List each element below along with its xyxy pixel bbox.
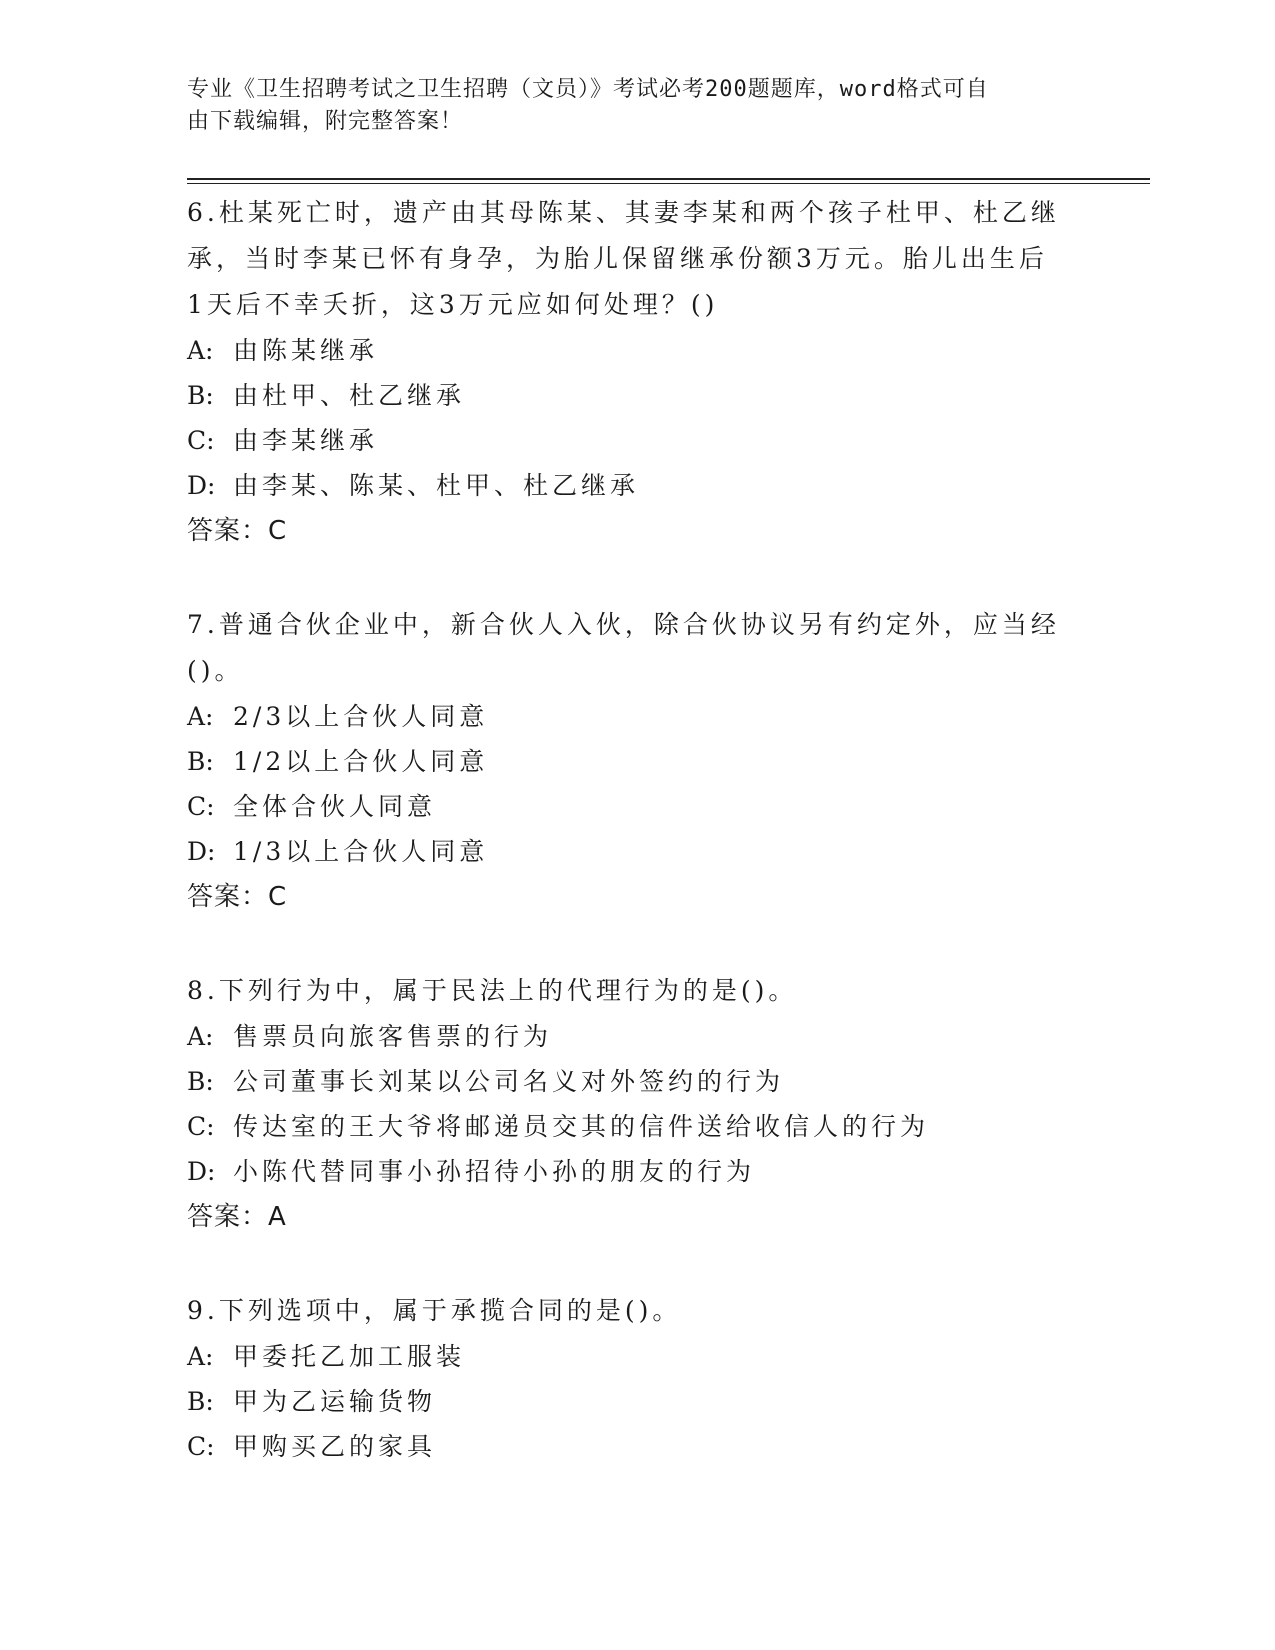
answer-label: 答案：C xyxy=(187,882,288,912)
option-text: 传达室的王大爷将邮递员交其的信件送给收信人的行为 xyxy=(233,1112,930,1141)
option-text: 公司董事长刘某以公司名义对外签约的行为 xyxy=(233,1067,785,1096)
option-key: B: xyxy=(187,381,214,410)
answer-label: 答案：A xyxy=(187,1202,287,1232)
option-text: 由李某、陈某、杜甲、杜乙继承 xyxy=(233,471,640,500)
option-text: 由杜甲、杜乙继承 xyxy=(233,381,466,410)
option-text: 1/3以上合伙人同意 xyxy=(233,837,489,866)
option-d xyxy=(187,829,1067,874)
question-text: 8.下列行为中，属于民法上的代理行为的是()。 xyxy=(187,976,798,1005)
header-title-line-1: 专业《卫生招聘考试之卫生招聘（文员）》考试必考200题题库，word格式可自 xyxy=(187,77,989,102)
option-key: C: xyxy=(187,1112,215,1141)
question-text: 7.普通合伙企业中，新合伙人入伙，除合伙协议另有约定外，应当经()。 xyxy=(187,610,1060,685)
option-a xyxy=(187,328,1067,373)
header-divider-thick xyxy=(187,178,1150,180)
option-text: 由陈某继承 xyxy=(233,336,379,365)
option-text: 甲委托乙加工服装 xyxy=(233,1342,466,1371)
option-key: B: xyxy=(187,747,214,776)
option-key: B: xyxy=(187,1387,214,1416)
option-b xyxy=(187,1379,1067,1424)
option-key: D: xyxy=(187,1157,216,1186)
option-text: 1/2以上合伙人同意 xyxy=(233,747,489,776)
option-text: 甲为乙运输货物 xyxy=(233,1387,437,1416)
option-c xyxy=(187,418,1067,463)
option-text: 由李某继承 xyxy=(233,426,379,455)
header-divider-thin xyxy=(187,183,1150,184)
option-a xyxy=(187,1014,1067,1059)
document-header xyxy=(187,74,1067,138)
option-text: 售票员向旅客售票的行为 xyxy=(233,1022,553,1051)
option-d xyxy=(187,1149,1067,1194)
option-text: 小陈代替同事小孙招待小孙的朋友的行为 xyxy=(233,1157,756,1186)
option-text: 2/3以上合伙人同意 xyxy=(233,702,489,731)
option-a xyxy=(187,1334,1067,1379)
option-key: A: xyxy=(187,702,214,731)
option-key: C: xyxy=(187,1432,215,1461)
option-c xyxy=(187,1424,1067,1469)
option-c xyxy=(187,784,1067,829)
option-key: D: xyxy=(187,837,216,866)
question-9 xyxy=(187,1288,1067,1469)
option-b xyxy=(187,1059,1067,1104)
header-title-line-2: 由下载编辑，附完整答案！ xyxy=(187,109,464,134)
answer-label: 答案：C xyxy=(187,516,288,546)
question-6 xyxy=(187,190,1067,554)
option-key: A: xyxy=(187,1022,214,1051)
option-key: D: xyxy=(187,471,216,500)
question-8 xyxy=(187,968,1067,1240)
option-c xyxy=(187,1104,1067,1149)
question-text: 9.下列选项中，属于承揽合同的是()。 xyxy=(187,1296,682,1325)
question-7 xyxy=(187,602,1067,920)
option-a xyxy=(187,694,1067,739)
option-key: C: xyxy=(187,426,215,455)
option-b xyxy=(187,739,1067,784)
question-text: 6.杜某死亡时，遗产由其母陈某、其妻李某和两个孩子杜甲、杜乙继承，当时李某已怀有身孕，为胎儿保留继承份额3万元。胎儿出生后1天后不幸夭折，这3万元应如何处理？() xyxy=(187,198,1060,319)
option-key: A: xyxy=(187,336,214,365)
option-key: C: xyxy=(187,792,215,821)
question-list xyxy=(187,190,1067,1517)
option-key: B: xyxy=(187,1067,214,1096)
option-text: 全体合伙人同意 xyxy=(233,792,437,821)
option-b xyxy=(187,373,1067,418)
option-d xyxy=(187,463,1067,508)
option-key: A: xyxy=(187,1342,214,1371)
option-text: 甲购买乙的家具 xyxy=(233,1432,437,1461)
